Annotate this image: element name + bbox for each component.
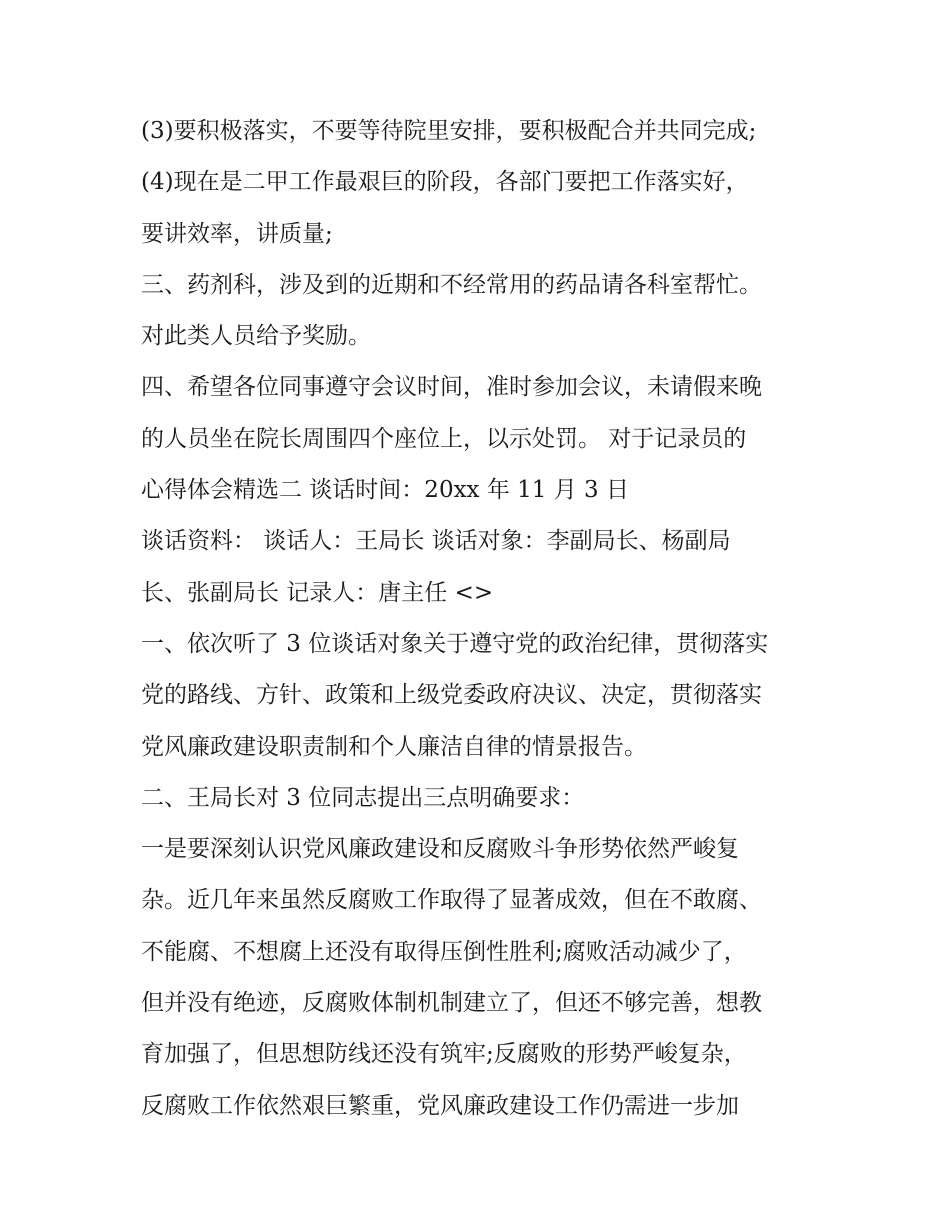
- text-line: 党风廉政建设职责制和个人廉洁自律的情景报告。: [141, 733, 647, 760]
- text-line: 心得体会精选二 谈话时间：20xx 年 11 月 3 日: [141, 477, 629, 504]
- text-line: 一是要深刻认识党风廉政建设和反腐败斗争形势依然严峻复: [141, 836, 739, 863]
- text-line: (4)现在是二甲工作最艰巨的阶段，各部门要把工作落实好，: [141, 169, 749, 196]
- text-line: 长、张副局长 记录人：唐主任 <>: [141, 579, 494, 606]
- text-line: 但并没有绝迹，反腐败体制机制建立了，但还不够完善，想教: [141, 990, 762, 1017]
- text-line: 要讲效率，讲质量;: [141, 220, 333, 247]
- text-line: (3)要积极落实，不要等待院里安排，要积极配合并共同完成;: [141, 118, 757, 144]
- text-line: 谈话资料： 谈话人：王局长 谈话对象：李副局长、杨副局: [141, 528, 731, 555]
- text-line: 的人员坐在院长周围四个座位上，以示处罚。 对于记录员的: [141, 425, 747, 452]
- text-line: 不能腐、不想腐上还没有取得压倒性胜利;腐败活动减少了，: [141, 938, 747, 965]
- text-line: 育加强了，但思想防线还没有筑牢;反腐败的形势严峻复杂，: [141, 1041, 747, 1068]
- text-line: 对此类人员给予奖励。: [141, 323, 371, 350]
- document-body: [141, 106, 821, 1132]
- text-line: 杂。近几年来虽然反腐败工作取得了显著成效，但在不敢腐、: [141, 887, 762, 914]
- text-line: 三、药剂科，涉及到的近期和不经常用的药品请各科室帮忙。: [141, 271, 762, 298]
- text-line: 反腐败工作依然艰巨繁重，党风廉政建设工作仍需进一步加: [141, 1092, 739, 1119]
- text-line: 党的路线、方针、政策和上级党委政府决议、决定，贯彻落实: [141, 682, 762, 709]
- text-line: 四、希望各位同事遵守会议时间，准时参加会议，未请假来晚: [141, 374, 762, 401]
- text-line: 二、王局长对 3 位同志提出三点明确要求：: [141, 784, 585, 811]
- text-line: 一、依次听了 3 位谈话对象关于遵守党的政治纪律，贯彻落实: [141, 630, 769, 657]
